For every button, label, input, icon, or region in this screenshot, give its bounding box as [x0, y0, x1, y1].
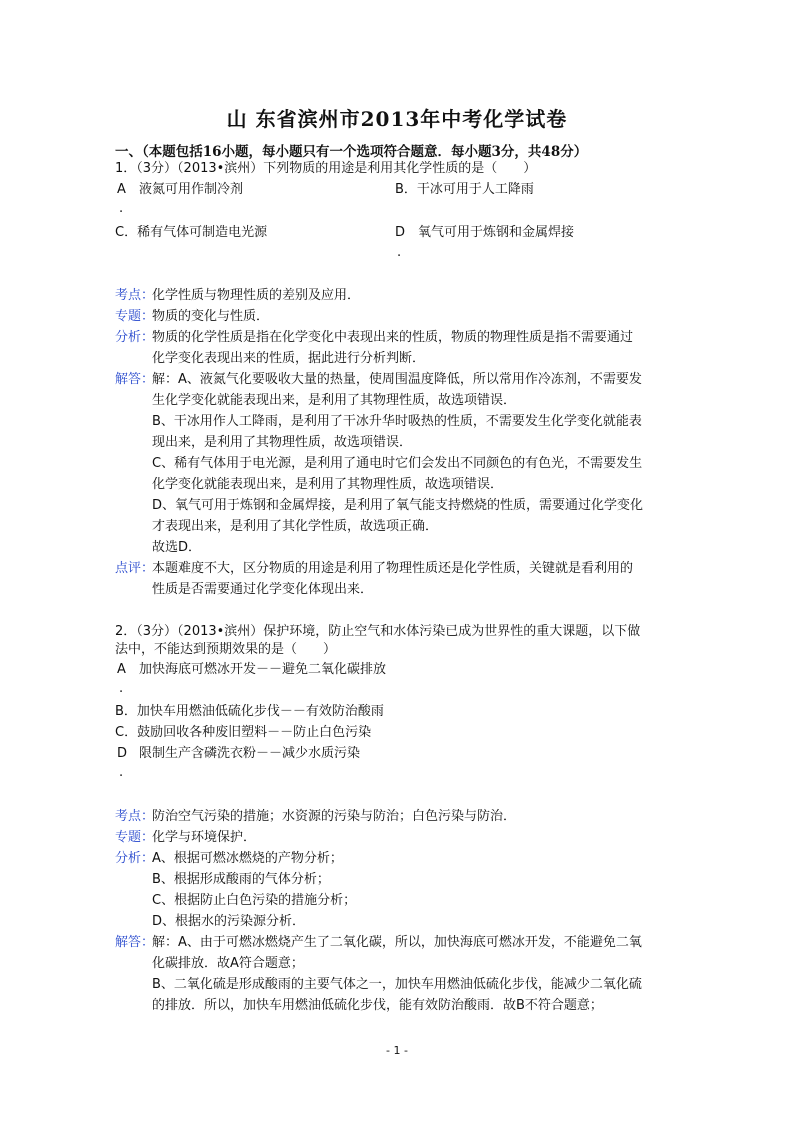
- q1-kaodian-label: 考点：: [115, 288, 155, 303]
- q2-option-d-letter: D: [117, 746, 128, 761]
- q1-jieda-line-9: 故选D．: [152, 540, 202, 555]
- q1-jieda-line-8: 才表现出来，是利用了其化学性质，故选项正确．: [152, 519, 439, 534]
- q1-jieda-line-5: C、稀有气体用于电光源，是利用了通电时它们会发出不同颜色的有色光，不需要发生: [152, 456, 643, 471]
- q2-option-b: B．加快车用燃油低硫化步伐－－有效防治酸雨: [115, 704, 384, 719]
- q2-jieda-label: 解答：: [115, 935, 155, 950]
- q1-dianping-label: 点评：: [115, 561, 155, 576]
- q1-jieda-line-3: B、干冰用作人工降雨，是利用了干冰升华时吸热的性质，不需要发生化学变化就能表: [152, 414, 642, 429]
- q1-option-b: B．干冰可用于人工降雨: [395, 182, 534, 197]
- q1-kaodian: 化学性质与物理性质的差别及应用．: [152, 288, 361, 303]
- q1-zhuanti-label: 专题：: [115, 309, 155, 324]
- q1-jieda-line-1: 解：A、液氮气化要吸收大量的热量，使周围温度降低，所以常用作冷冻剂，不需要发: [152, 372, 642, 387]
- option-dot: .: [397, 245, 402, 260]
- q2-option-a: 加快海底可燃冰开发－－避免二氧化碳排放: [139, 662, 387, 677]
- q2-jieda-line-3: B、二氧化硫是形成酸雨的主要气体之一，加快车用燃油低硫化步伐，能减少二氧化硫: [152, 977, 642, 992]
- q1-jieda-line-2: 生化学变化就能表现出来，是利用了其物理性质，故选项错误．: [152, 393, 517, 408]
- q2-fenxi-line-3: C、根据防止白色污染的措施分析；: [152, 893, 357, 908]
- q1-jieda-label: 解答：: [115, 372, 155, 387]
- q1-option-a: 液氮可用作制冷剂: [139, 182, 244, 197]
- q1-stem: 1．（3分）（2013•滨州）下列物质的用途是利用其化学性质的是（ ）: [115, 161, 537, 176]
- q2-fenxi-label: 分析：: [115, 851, 155, 866]
- q1-dianping-line-2: 性质是否需要通过化学变化体现出来．: [152, 582, 374, 597]
- q1-jieda-line-6: 化学变化就能表现出来，是利用了其物理性质，故选项错误．: [152, 477, 504, 492]
- q1-jieda-line-4: 现出来，是利用了其物理性质，故选项错误．: [152, 435, 413, 450]
- q2-option-d: 限制生产含磷洗衣粉－－减少水质污染: [139, 746, 361, 761]
- section-heading: 一、（本题包括16小题，每小题只有一个选项符合题意．每小题3分，共48分）: [115, 144, 588, 160]
- q1-option-c: C．稀有气体可制造电光源: [115, 225, 268, 240]
- page-title: 山 东省滨州市2013年中考化学试卷: [226, 107, 568, 131]
- q1-jieda-line-7: D、氧气可用于炼钢和金属焊接，是利用了氧气能支持燃烧的性质，需要通过化学变化: [152, 498, 644, 513]
- q2-fenxi-line-1: A、根据可燃冰燃烧的产物分析；: [152, 851, 343, 866]
- q2-kaodian: 防治空气污染的措施；水资源的污染与防治；白色污染与防治．: [152, 809, 517, 824]
- option-dot: .: [119, 681, 124, 696]
- q2-kaodian-label: 考点：: [115, 809, 155, 824]
- q2-stem-line-1: 2．（3分）（2013•滨州）保护环境，防止空气和水体污染已成为世界性的重大课题，以下做: [115, 624, 641, 639]
- q1-option-d: 氧气可用于炼钢和金属焊接: [418, 225, 575, 240]
- q2-option-a-letter: A: [117, 662, 126, 677]
- q1-dianping-line-1: 本题难度不大，区分物质的用途是利用了物理性质还是化学性质，关键就是看利用的: [152, 561, 634, 576]
- q2-fenxi-line-4: D、根据水的污染源分析．: [152, 914, 306, 929]
- option-dot: .: [119, 765, 124, 780]
- q2-option-c: C．鼓励回收各种废旧塑料－－防止白色污染: [115, 725, 372, 740]
- q2-stem-line-2: 法中，不能达到预期效果的是（ ）: [115, 642, 337, 657]
- q1-fenxi-line-2: 化学变化表现出来的性质，据此进行分析判断．: [152, 351, 426, 366]
- option-dot: .: [119, 201, 124, 216]
- q1-fenxi-label: 分析：: [115, 330, 155, 345]
- q2-jieda-line-2: 化碳排放．故A符合题意；: [152, 956, 304, 971]
- q1-zhuanti: 物质的变化与性质．: [152, 309, 270, 324]
- q2-zhuanti: 化学与环境保护．: [152, 830, 257, 845]
- q2-jieda-line-1: 解：A、由于可燃冰燃烧产生了二氧化碳，所以，加快海底可燃冰开发，不能避免二氧: [152, 935, 642, 950]
- q2-zhuanti-label: 专题：: [115, 830, 155, 845]
- q1-option-a-letter: A: [117, 182, 126, 197]
- q1-option-d-letter: D: [395, 225, 406, 240]
- page-number: - 1 -: [386, 1044, 408, 1057]
- q2-jieda-line-4: 的排放．所以，加快车用燃油低硫化步伐，能有效防治酸雨．故B不符合题意；: [152, 998, 603, 1013]
- q1-fenxi-line-1: 物质的化学性质是指在化学变化中表现出来的性质，物质的物理性质是指不需要通过: [152, 330, 634, 345]
- q2-fenxi-line-2: B、根据形成酸雨的气体分析；: [152, 872, 330, 887]
